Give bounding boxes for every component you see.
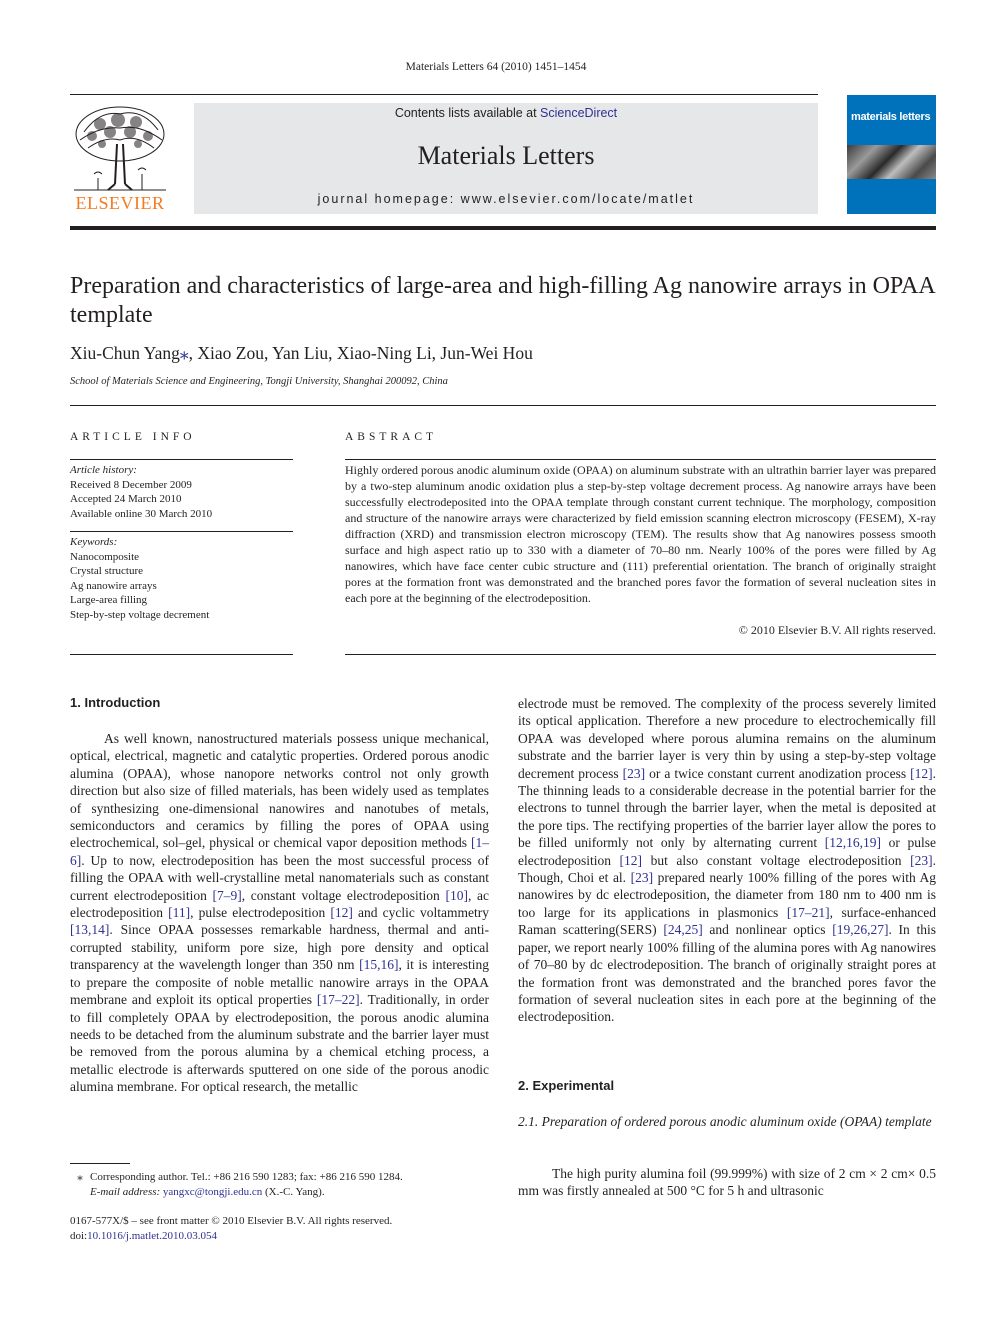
introduction-continued	[518, 695, 936, 1026]
body-text: or a twice constant current anodization process	[645, 765, 911, 781]
body-text: and nonlinear optics	[702, 922, 833, 938]
section-title-introduction: 1. Introduction	[70, 695, 161, 710]
footnote-text: Corresponding author. Tel.: +86 216 590 1283; fax: +86 216 590 1284.	[90, 1171, 403, 1183]
footnote-mark: ⁎	[77, 1171, 83, 1183]
footnote-line	[70, 1170, 490, 1185]
keyword: Step-by-step voltage decrement	[70, 608, 210, 621]
body-text: , ac electrodeposition	[70, 887, 490, 921]
body-text: . In this paper, we report nearly 100% filling of the alumina pores with Ag nanowires of 70–80 by dc electrodeposition. The branch of originally straight pores at the formation front was demonstrated and the branched pores favor the formation of several nucleation sites in each pore at the beginning of the electrodeposition.	[518, 922, 936, 1025]
paragraph	[70, 730, 489, 1096]
citation-link[interactable]: [17–22]	[316, 992, 360, 1008]
body-text: . Up to now, electrodeposition has been the most successful process of filling the OPAA with well-crystalline metal nanomaterials such as constant current electrodeposition	[70, 852, 489, 903]
keyword: Ag nanowire arrays	[70, 579, 157, 592]
citation-link[interactable]: [1–6]	[70, 835, 489, 868]
received-date: Received 8 December 2009	[70, 478, 192, 491]
article-title: Preparation and characteristics of large-area and high-filling Ag nanowire arrays in OPAA template	[70, 273, 935, 328]
journal-name: Materials Letters	[417, 141, 595, 170]
citation-link[interactable]: [23]	[622, 765, 646, 781]
citation-link[interactable]: [23]	[910, 852, 933, 868]
journal-banner	[194, 103, 818, 214]
title-rule	[70, 405, 936, 406]
history-label: Article history:	[70, 464, 137, 476]
elsevier-tree-icon	[70, 104, 170, 192]
issn-line: 0167-577X/$ – see front matter © 2010 Elsevier B.V. All rights reserved.	[70, 1215, 393, 1227]
cover-title: materials letters	[851, 111, 931, 123]
citation-link[interactable]: [12]	[619, 852, 643, 868]
affiliation: School of Materials Science and Engineering, Tongji University, Shanghai 200092, China	[70, 376, 448, 387]
accepted-date: Accepted 24 March 2010	[70, 493, 182, 505]
keyword: Crystal structure	[70, 565, 144, 577]
corresponding-author-footnote	[70, 1170, 490, 1200]
online-date: Available online 30 March 2010	[70, 507, 213, 520]
email-link[interactable]: yangxc@tongji.edu.cn	[162, 1186, 263, 1198]
body-text: , pulse electrodeposition	[190, 905, 331, 921]
body-text: , it is interesting to prepare the composite of noble metallic nanowire arrays in the OPAA membrane and exploit its optical properties	[70, 957, 489, 1008]
body-text: , constant voltage electrodeposition	[241, 887, 446, 903]
body-text: . Since OPAA possesses remarkable hardness, thermal and anti-corrupted stability, uniform pore size, high pore density and optical transparency at the wavelength longer than 350 nm	[70, 922, 489, 973]
elsevier-wordmark: ELSEVIER	[75, 193, 165, 213]
contents-prefix: Contents lists available at	[394, 106, 541, 120]
keywords-rule	[70, 531, 293, 532]
abstract-heading: ABSTRACT	[345, 431, 438, 443]
body-text: prepared nearly 100% filling of the pores with Ag nanowires by dc electrodeposition, the diameter from 180 nm to 400 nm is too large for its applications in plasmonics	[518, 870, 936, 920]
citation-link[interactable]: [23]	[630, 870, 654, 886]
body-text: and cyclic voltammetry	[352, 905, 489, 921]
abstract-text: Highly ordered porous anodic aluminum oxide (OPAA) on aluminum substrate with an ultrathin barrier layer was prepared by a two-step aluminum anodic oxidation plus a step-by-step voltage decrement process. Ag nanowire arrays have been successfully electrodeposited into the OPAA template through constant current technique. The morphology, composition and structure of the nanowire arrays were characterized by field emission scanning electron microscopy (FESEM), X-ray diffraction (XRD) and transmission electron microscopy (TEM). The results show that Ag nanowires possess smooth surface and high aspect ratio up to 330 with a diameter of 70–80 nm. Nearly 100% of the pores were filled by Ag nanowires, which have face center cubic structure and (111) preferential orientation. The branch of originally straight pores at the formation front was demonstrated and the branched pores favor the formation of several nucleation sites in each pore at the beginning of the electrodeposition.	[345, 463, 936, 605]
cover-image	[847, 145, 936, 179]
body-text: . The thinning leads to a considerable decrease in the potential barrier for the electrons to tunnel through the barrier layer, when the metal is deposited at the pore tips. The rectifying properties of the barrier layer allow the pores to be filled uniformly not only by alternating current	[518, 765, 936, 851]
citation-link[interactable]: [24,25]	[663, 922, 703, 938]
doi-line	[70, 1229, 490, 1244]
body-text: . Though, Choi et al.	[518, 852, 936, 886]
paragraph: The high purity alumina foil (99.999%) with size of 2 cm × 2 cm× 0.5 mm was firstly annealed at 500 °C for 5 h and ultrasonic	[518, 1166, 936, 1199]
keywords-label: Keywords:	[70, 536, 118, 548]
header-thick-rule	[70, 226, 936, 230]
email-label: E-mail address:	[90, 1186, 161, 1198]
journal-citation: Materials Letters 64 (2010) 1451–1454	[405, 61, 587, 73]
authors-rest: , Xiao Zou, Yan Liu, Xiao-Ning Li, Jun-Wei Hou	[188, 343, 533, 363]
journal-cover-thumbnail[interactable]	[847, 95, 936, 214]
author-first: Xiu-Chun Yang	[70, 343, 180, 363]
body-text: . Traditionally, in order to fill completely OPAA by electrodeposition, the porous anodic alumina needs to be detached from the aluminum substrate and the barrier layer must be removed from the porous alumina by a chemical etching process, a metallic electrode is afterwards sputtered on one side of the porous anodic alumina membrane. For optical research, the metallic	[70, 992, 489, 1095]
citation-link[interactable]: [7–9]	[212, 887, 242, 903]
doi-link[interactable]: 10.1016/j.matlet.2010.03.054	[87, 1230, 217, 1242]
author-list	[70, 343, 533, 364]
email-suffix: (X.-C. Yang).	[262, 1186, 325, 1198]
citation-link[interactable]: [15,16]	[359, 957, 399, 973]
keywords-block	[70, 535, 293, 622]
experimental-body	[518, 1165, 936, 1200]
body-text: As well known, nanostructured materials possess unique mechanical, optical, electrical, magnetic and catalytic properties. Ordered porous anodic alumina (OPAA), whose nanopore networks control not only growth direction but also size of filled materials, has been widely used as templates of synthesizing one-dimensional nanowires and nanotubes of metals, semiconductors and ceramics by filling the pores of OPAA using electrochemical, sol–gel, physical or chemical vapor deposition methods	[70, 731, 489, 851]
contents-line	[194, 106, 818, 120]
body-text: but also constant voltage electrodeposition	[642, 852, 911, 868]
abstract-bottom-rule	[345, 654, 936, 655]
citation-link[interactable]: [11]	[168, 905, 191, 921]
homepage-url[interactable]: www.elsevier.com/locate/matlet	[460, 192, 695, 206]
body-text: electrode must be removed. The complexity of the process severely limited its optical application. Therefore a new procedure to electrochemically fill OPAA was developed where porous alumina remains on the aluminum substrate and the barrier layer is very thin by using a step-by-step voltage decrement process	[518, 696, 936, 781]
header-top-rule	[70, 94, 818, 95]
article-info-bottom-rule	[70, 654, 293, 655]
email-line	[70, 1185, 490, 1200]
sciencedirect-link[interactable]: ScienceDirect	[540, 106, 618, 120]
corresponding-author-mark[interactable]: ⁎	[179, 343, 189, 363]
footnote-rule	[70, 1163, 130, 1164]
elsevier-logo[interactable]	[70, 104, 170, 214]
body-text: , surface-enhanced Raman scattering(SERS)	[518, 904, 936, 938]
introduction-body	[70, 730, 489, 1096]
citation-link[interactable]: [19,26,27]	[832, 922, 889, 938]
homepage-prefix: journal homepage:	[317, 192, 461, 206]
citation-link[interactable]: [12]	[330, 905, 353, 921]
article-info-rule	[70, 459, 293, 460]
abstract-rule	[345, 459, 936, 460]
body-text: or pulse electrodeposition	[518, 835, 936, 868]
doi-label: doi:	[70, 1230, 88, 1242]
citation-link[interactable]: [12,16,19]	[824, 835, 882, 851]
keyword: Nanocomposite	[70, 550, 140, 563]
citation-link[interactable]: [10]	[445, 887, 468, 903]
journal-homepage	[194, 192, 818, 206]
citation-link[interactable]: [17–21]	[786, 904, 830, 920]
article-history	[70, 463, 293, 521]
subsection-title: 2.1. Preparation of ordered porous anodic aluminum oxide (OPAA) template	[518, 1114, 932, 1129]
citation-link[interactable]: [12]	[910, 765, 933, 781]
copyright-notice: © 2010 Elsevier B.V. All rights reserved.	[738, 623, 936, 637]
section-title-experimental: 2. Experimental	[518, 1078, 615, 1093]
paragraph	[518, 695, 936, 1026]
article-info-heading: ARTICLE INFO	[70, 431, 196, 443]
keyword: Large-area filling	[70, 594, 148, 606]
citation-link[interactable]: [13,14]	[70, 922, 110, 938]
issn-block	[70, 1214, 490, 1244]
